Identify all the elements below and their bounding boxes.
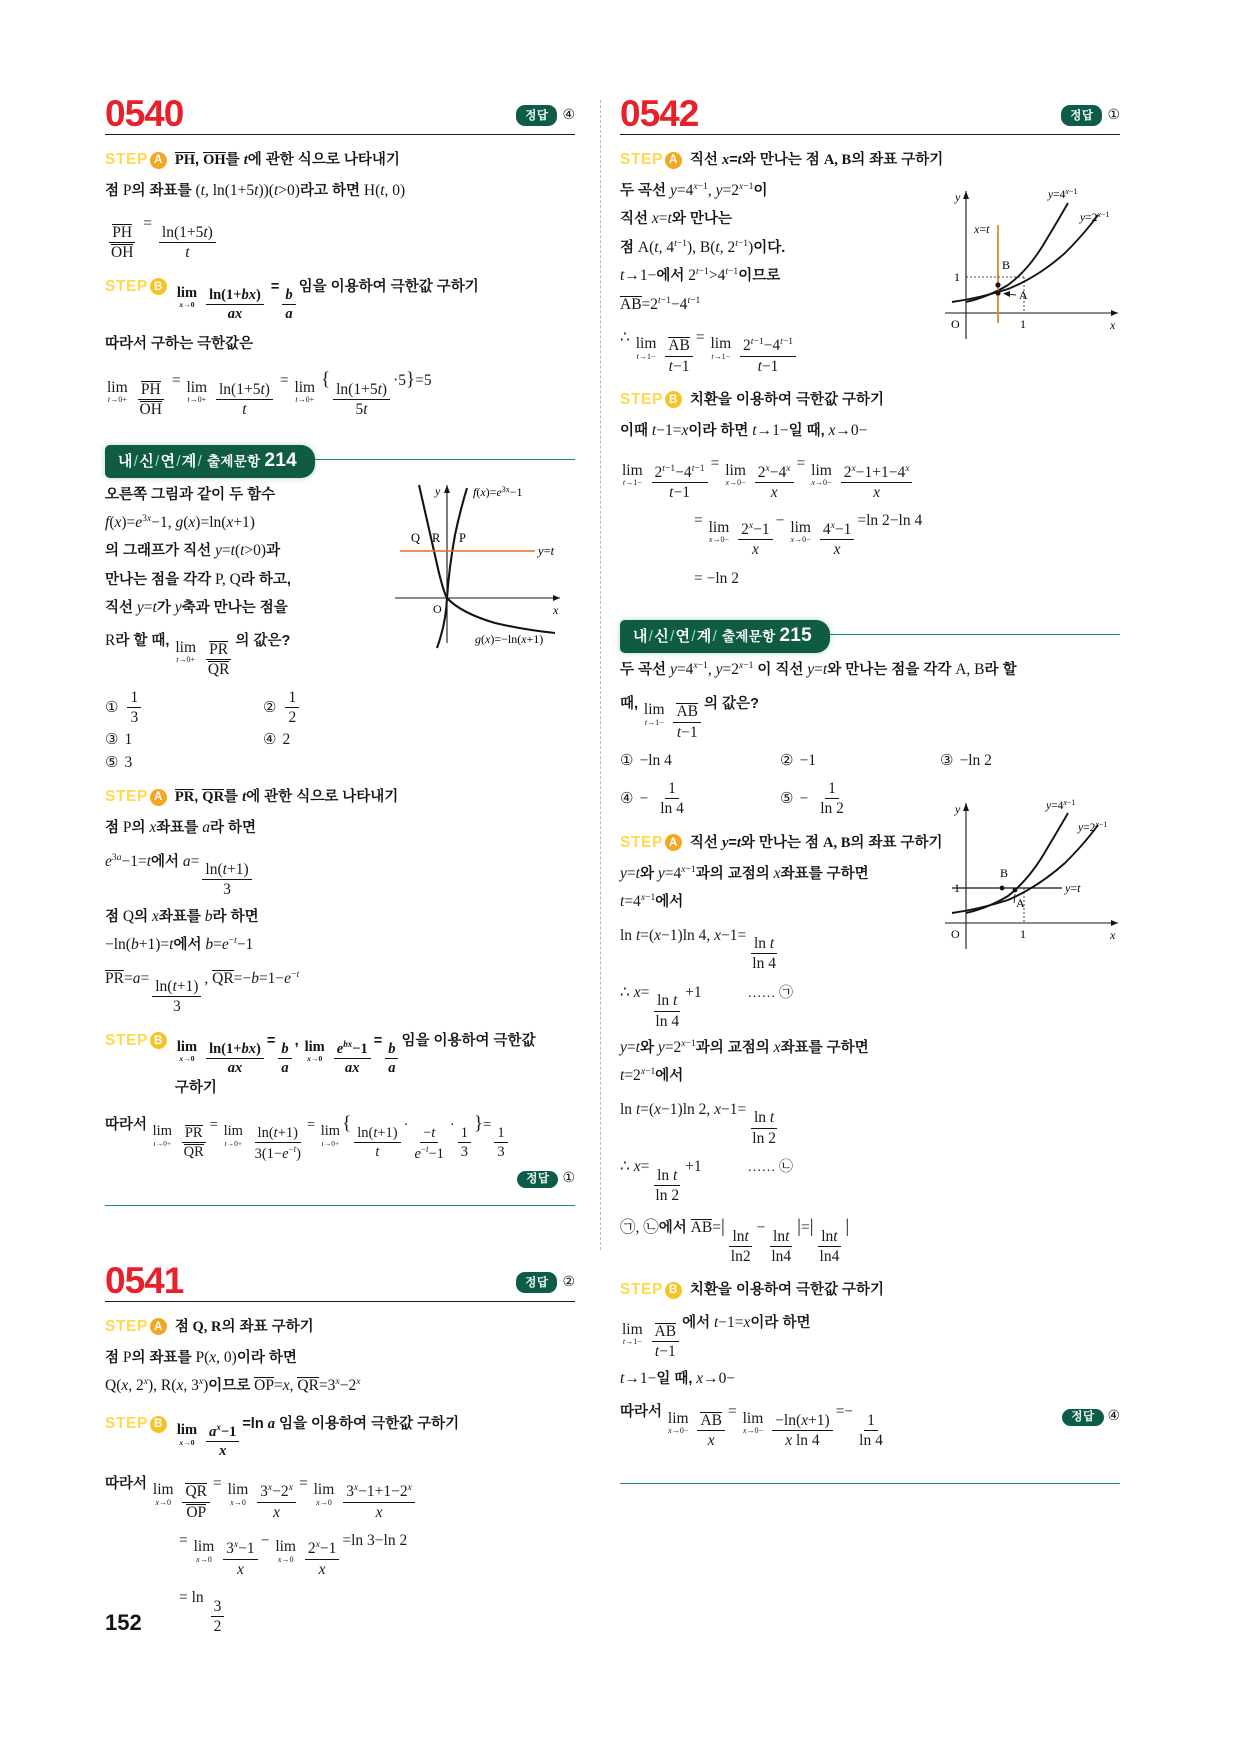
equation-line: 때, lim t→1− $\frac{AB}{t-1}$ 의 값은? — [620, 695, 759, 741]
label-yt: y=t — [1065, 881, 1081, 895]
choice-mark: ④ — [620, 791, 634, 808]
axis-y-label: y — [955, 190, 961, 204]
step-title: PR, QR를 t에 관한 식으로 나타내기 — [174, 789, 399, 806]
tag-part: 신 — [654, 628, 670, 646]
text-line: $AB=2^{t-1}-4^{t-1}$ — [620, 294, 701, 313]
text-line: $t=2^{x-1}$에서 — [620, 1066, 684, 1085]
text-line: 의 그래프가 직선 y=t(t>0)과 — [105, 542, 281, 560]
choice-1[interactable] — [620, 751, 780, 770]
axis-x-label: x — [1110, 318, 1116, 332]
step-a — [105, 785, 575, 806]
step-tag: STEP A — [105, 788, 167, 806]
tag-part: 계 — [181, 452, 197, 470]
choice-3[interactable] — [940, 751, 992, 770]
step-title: 치환을 이용하여 극한값 구하기 — [689, 391, 885, 408]
text-line: $t=4^{x-1}$에서 — [620, 892, 684, 911]
equation-line: ∴ x= $\frac{\text{ln t}}{\ln 4}$ +1 …… ㉠ — [620, 983, 793, 1030]
problem-number: 0542 — [620, 93, 699, 134]
step-letter-icon: A — [665, 152, 682, 169]
text-block — [620, 177, 910, 375]
choice-mark: ① — [105, 699, 119, 716]
text-line: 점 P의 좌표를 P(x, 0)이라 하면 — [105, 1348, 297, 1366]
answer-label: 정답 — [517, 1171, 558, 1188]
label-f: $f(x)=e^{3x}-1$ — [473, 484, 523, 499]
choice-mark: ⑤ — [780, 791, 794, 808]
banner-number: 214 — [264, 449, 298, 471]
step-title: lim x→0 $\frac{\ln(1+bx)}{ax}$ = $\frac{b}{a}$ 임을 이용하여 극한값 구하기 — [176, 278, 479, 322]
step-tag: STEP B — [105, 1032, 167, 1050]
step-b — [105, 1412, 575, 1459]
tag-part: 신 — [139, 452, 155, 470]
point-label-B: B — [1002, 258, 1011, 272]
step-letter-icon: B — [150, 1032, 167, 1049]
text-line: 점 P의 좌표를 (t, ln(1+5t))(t>0)라고 하면 H(t, 0) — [105, 182, 406, 199]
point-A — [995, 290, 1000, 295]
text-line: 두 곡선 $y=4^{x-1}$, $y=2^{x-1}$이 — [620, 180, 768, 199]
column-divider — [600, 100, 601, 1250]
text-line: 직선 y=t가 y축과 만나는 점을 — [105, 598, 288, 616]
choice-mark: ① — [620, 753, 634, 770]
answer-badge-214 — [105, 1169, 575, 1187]
label-y2: $y=2^{x-1}$ — [1080, 210, 1110, 224]
equation-line: ∴ x= $\frac{\text{ln t}}{\ln 2}$ +1 …… ㉡ — [620, 1158, 793, 1204]
axis-y-label: y — [435, 483, 441, 498]
step-title: lim x→0 $\frac{\ln(1+bx)}{ax}$ = $\frac{b}{a}$ , lim x→0 $\frac{e^{bx}-1}{ax}$ = $\frac{b}{a}$ 임을 이용하여 극한값 구하기 — [174, 1032, 536, 1097]
step-letter-icon: A — [150, 789, 167, 806]
text-line: Q(x, 2$^x$), R(x, 3$^x$)이므로 OP=x, $QR=3^x-2^x$ — [105, 1375, 361, 1394]
choice-value: 3 — [124, 753, 133, 771]
equation-line: 따라서 lim x→0 $\frac{QR}{OP}$ = lim x→0 $\frac{3^x-2^x}{x}$ = lim x→0 $\frac{3^x-1+1-2^x}{x}$ — [105, 1468, 575, 1521]
label-y4: $y=4^{x-1}$ — [1048, 187, 1078, 201]
answer-label: 정답 — [1062, 1409, 1103, 1426]
choice-mark: ③ — [940, 753, 954, 770]
step-tag: STEP A — [620, 834, 682, 852]
left-column — [105, 95, 575, 1639]
answer-label: 정답 — [516, 105, 557, 126]
step-b — [620, 388, 1120, 409]
tag-part: 연 — [160, 452, 176, 470]
equation-line: ln t=(x−1)ln 2, x−1= $\frac{\text{ln t}}{\ln 2}$ — [620, 1100, 776, 1147]
choice-4[interactable]: ④ − $\frac{1}{\ln 4}$ — [620, 780, 684, 818]
label-xt: x=t — [974, 222, 990, 236]
solution-block-215 — [620, 860, 920, 1204]
step-title: lim x→0 $\frac{a^x-1}{x}$ =ln a 임을 이용하여 극한값 구하기 — [176, 1416, 460, 1460]
text-line: 점 A(t, $4^{t-1}$), B(t, $2^{t-1}$)이다. — [620, 237, 786, 256]
section-separator — [620, 1483, 1120, 1484]
equation-line: $e^{3a}-1=t$에서 a= $\frac{\ln(t+1)}{3}$ — [105, 846, 575, 899]
text-line: t→1−에서 $2^{t-1}>4^{t-1}$이므로 — [620, 265, 781, 285]
point-label-R: R — [432, 530, 441, 545]
point-label-B: B — [1000, 866, 1009, 880]
text-line: 오른쪽 그림과 같이 두 함수 — [105, 486, 276, 503]
text-line: 두 곡선 $y=4^{x-1}$, $y=2^{x-1}$ 이 직선 y=t와 만나는 점을 각각 A, B라 할 — [620, 660, 1017, 679]
choice-row — [620, 751, 1120, 770]
choice-value: −ln 2 — [959, 751, 992, 769]
step-tag: STEP B — [620, 1281, 682, 1299]
step-letter-icon: B — [150, 1416, 167, 1433]
choice-2[interactable] — [780, 751, 940, 770]
text-line: 직선 x=t와 만나는 — [620, 210, 732, 228]
choice-mark: ② — [263, 699, 277, 716]
tick-1y: 1 — [954, 881, 960, 895]
step-letter-icon: B — [665, 1282, 682, 1299]
tag-part: 연 — [675, 628, 691, 646]
choice-3[interactable] — [105, 730, 263, 749]
banner-number: 215 — [779, 625, 813, 647]
point-label-A: A — [1016, 896, 1025, 910]
answer-value: ④ — [1107, 1409, 1120, 1425]
answer-badge-215 — [1062, 1400, 1120, 1432]
axis-x-label: x — [553, 602, 559, 617]
graph-215-svg — [930, 795, 1130, 955]
choice-value: 2 — [282, 730, 291, 748]
equation-line: = lim x→0− $\frac{2^x-1}{x}$ − lim x→0− $\frac{4^x-1}{x}$ =ln 2−ln 4 — [694, 512, 923, 559]
section-separator — [105, 1205, 575, 1206]
tick-1x: 1 — [1020, 927, 1026, 941]
answer-label: 정답 — [516, 1272, 557, 1293]
choice-row — [105, 753, 575, 772]
step-a — [620, 148, 1120, 169]
graph-214-svg — [375, 473, 575, 653]
step-title: 점 Q, R의 좌표 구하기 — [174, 1318, 314, 1335]
answer-badge — [516, 105, 575, 126]
equation-line: PR=a= $\frac{\ln(t+1)}{3}$ , $QR=-b=1-e^{-t}$ — [105, 968, 300, 1016]
text-line: 만나는 점을 각각 P, Q라 하고, — [105, 570, 291, 588]
answer-badge — [516, 1272, 575, 1293]
point-label-P: P — [459, 530, 466, 545]
step-letter-icon: A — [150, 1318, 167, 1335]
label-line-yt: y=t — [538, 543, 555, 558]
choice-row — [105, 689, 575, 727]
tick-1y: 1 — [954, 270, 960, 284]
answer-badge — [1061, 105, 1120, 126]
step-b — [620, 1278, 1120, 1299]
graph-0542-svg — [930, 181, 1130, 346]
problem-number: 0540 — [105, 93, 184, 134]
problem-0540-header — [105, 95, 575, 135]
step-b — [105, 275, 575, 322]
point-label-A: A — [1019, 288, 1028, 302]
choice-1[interactable]: ① $\frac{1}{3}$ — [105, 689, 263, 727]
banner-tag: 내/신/연/계/ 출제문항 215 — [620, 620, 830, 653]
label-y2: $y=2^{x-1}$ — [1078, 820, 1108, 834]
equation-line: ㉠, ㉡에서 AB=| $\frac{\ln t}{\ln 2}$ − $\frac{\ln t}{\ln 4}$ |=| $\frac{\ln t}{\ln 4}$ | — [620, 1216, 850, 1266]
answer-value: ② — [562, 1274, 575, 1290]
answer-value: ① — [1107, 108, 1120, 123]
step-tag: STEP B — [620, 391, 682, 409]
answer-value: ① — [562, 1170, 575, 1186]
choice-mark: ② — [780, 753, 794, 770]
text-line: 이때 t−1=x이라 하면 t→1−일 때, x→0− — [620, 421, 868, 439]
figure-214 — [375, 473, 575, 658]
choice-mark: ③ — [105, 732, 119, 749]
tick-1x: 1 — [1020, 317, 1026, 331]
axis-x-label: x — [1110, 928, 1116, 942]
point-B — [995, 282, 1000, 287]
step-title: 치환을 이용하여 극한값 구하기 — [689, 1282, 885, 1299]
step-letter-icon: A — [150, 152, 167, 169]
choice-4[interactable] — [263, 730, 290, 749]
text-line: 따라서 구하는 극한값은 — [105, 336, 254, 353]
problem-number: 0541 — [105, 1259, 184, 1301]
choice-row — [105, 730, 575, 749]
problem-0542-header — [620, 95, 1120, 135]
choice-5[interactable]: ⑤ − $\frac{1}{\ln 2}$ — [780, 780, 844, 818]
right-column — [620, 95, 1120, 1484]
origin-label: O — [433, 601, 442, 616]
text-line: R라 할 때, lim t→0+ $\frac{PR}{QR}$ 의 값은? — [105, 632, 291, 679]
step-tag: STEP B — [105, 278, 167, 296]
choice-value: −ln 4 — [639, 751, 672, 769]
equation-line: lim t→1− $\frac{2^{t-1}-4^{t-1}}{t-1}$ = lim x→0− $\frac{2^x-4^x}{x}$ = lim x→0− $\frac{2^x-1+1-4^x}{x}$ — [620, 448, 1120, 501]
step-letter-icon: B — [150, 278, 167, 295]
answer-label: 정답 — [1061, 105, 1102, 126]
text-line: $f(x)=e^{3x}-1$, g(x)=ln(x+1) — [105, 512, 255, 532]
equation-line: = lim x→0 $\frac{3^x-1}{x}$ − lim x→0 $\frac{2^x-1}{x}$ =ln 3−ln 2 — [179, 1531, 408, 1578]
equation-line: = −ln 2 — [694, 569, 740, 587]
label-g: g(x)=−ln(x+1) — [475, 631, 544, 646]
choice-mark: ④ — [263, 732, 277, 749]
choice-value: 1 — [124, 730, 133, 748]
step-a — [105, 148, 575, 169]
banner-subtitle: 출제문항 — [207, 453, 261, 469]
problem-0540 — [105, 95, 575, 419]
text-line: t→1−일 때, x→0− — [620, 1369, 736, 1387]
problem-0542 — [620, 95, 1120, 594]
step-b — [105, 1029, 575, 1097]
equation-ref: …… ㉡ — [747, 1160, 793, 1175]
naeshin-banner-215 — [620, 620, 1120, 650]
step-title: 직선 x=t와 만나는 점 A, B의 좌표 구하기 — [689, 152, 944, 168]
origin-label: O — [951, 317, 960, 331]
text-line: 점 Q의 x좌표를 b라 하면 — [105, 907, 259, 925]
step-letter-icon: B — [665, 391, 682, 408]
text-line: y=t와 $y=4^{x-1}$과의 교점의 x좌표를 구하면 — [620, 863, 869, 882]
banner-subtitle: 출제문항 — [722, 629, 776, 645]
equation-line: lim t→1− $\frac{AB}{t-1}$ 에서 t−1=x이라 하면 — [622, 1314, 811, 1361]
equation-line: ∴ lim t→1− $\frac{AB}{t-1}$ = lim t→1− $\frac{2^{t-1}-4^{t-1}}{t-1}$ — [620, 322, 910, 375]
equation-line: lim t→0+ $\frac{PH}{OH}$ = lim t→0+ $\frac{\ln(1+5t)}{t}$ = lim t→0+ { $\frac{\ln(1+5t)}{5t}$ ·5}=5 — [107, 369, 432, 419]
step-a — [105, 1315, 575, 1336]
problem-0541 — [105, 1259, 575, 1636]
point-label-Q: Q — [411, 530, 421, 545]
problem-0541-header — [105, 1259, 575, 1302]
page-number: 152 — [105, 1610, 142, 1635]
text-line: 점 P의 x좌표를 a라 하면 — [105, 819, 257, 837]
banner-tag: 내/신/연/계/ 출제문항 214 — [105, 445, 315, 478]
choice-5[interactable] — [105, 753, 132, 772]
equation-line: $\frac{PH}{OH}$ = $\frac{\ln(1+5t)}{t}$ — [105, 208, 575, 261]
naeshin-banner-214 — [105, 445, 575, 475]
point-B — [1000, 886, 1005, 891]
answer-value: ④ — [562, 108, 575, 123]
tag-part: 계 — [696, 628, 712, 646]
equation-line: ln t=(x−1)ln 4, x−1= $\frac{\text{ln t}}{\ln 4}$ — [620, 926, 776, 973]
equation-line: = ln $\frac{3}{2}$ — [105, 1582, 575, 1635]
tag-part: 내 — [633, 628, 648, 646]
step-tag: STEP A — [105, 151, 167, 169]
step-tag: STEP A — [105, 1318, 167, 1336]
step-title: PH, OH를 t에 관한 식으로 나타내기 — [174, 152, 400, 168]
axis-y-label: y — [955, 802, 961, 816]
figure-215 — [930, 795, 1130, 960]
choice-mark: ⑤ — [105, 755, 119, 772]
choice-value: −1 — [799, 751, 816, 769]
tag-part: 내 — [118, 452, 133, 470]
equation-line: 따라서 lim x→0− $\frac{AB}{x}$ = lim x→0− $\frac{-\ln(x+1)}{\text{x ln 4}}$ =− $\frac{1}{\ln 4}$ 정답 ④ — [620, 1396, 1120, 1449]
label-y4: $y=4^{x-1}$ — [1046, 798, 1076, 812]
step-title: 직선 y=t와 만나는 점 A, B의 좌표 구하기 — [689, 834, 943, 851]
choice-2[interactable]: ② $\frac{1}{2}$ — [263, 689, 302, 727]
equation-line: 따라서 lim t→0+ $\frac{PR}{QR}$ = lim t→0+ $\frac{\ln(t+1)}{3(1-e^{-t})}$ = lim t→0+ { $\frac{\ln(t+1)}{t}$ · $\frac{-t}{e^{-t}-1}$ · $\frac{1}{3}$ }= $\frac{1}{3}$ — [105, 1105, 575, 1162]
step-tag: STEP B — [105, 1415, 167, 1433]
step-tag: STEP A — [620, 151, 682, 169]
choices-214 — [105, 689, 575, 773]
step-letter-icon: A — [665, 834, 682, 851]
equation-ref: …… ㉠ — [747, 985, 793, 1001]
text-line: y=t와 $y=2^{x-1}$과의 교점의 x좌표를 구하면 — [620, 1037, 869, 1057]
point-A — [1013, 888, 1018, 893]
figure-0542 — [930, 181, 1130, 351]
origin-label: O — [951, 927, 960, 941]
text-line: −ln(b+1)=t에서 $b=e^{-t}-1$ — [105, 935, 254, 954]
